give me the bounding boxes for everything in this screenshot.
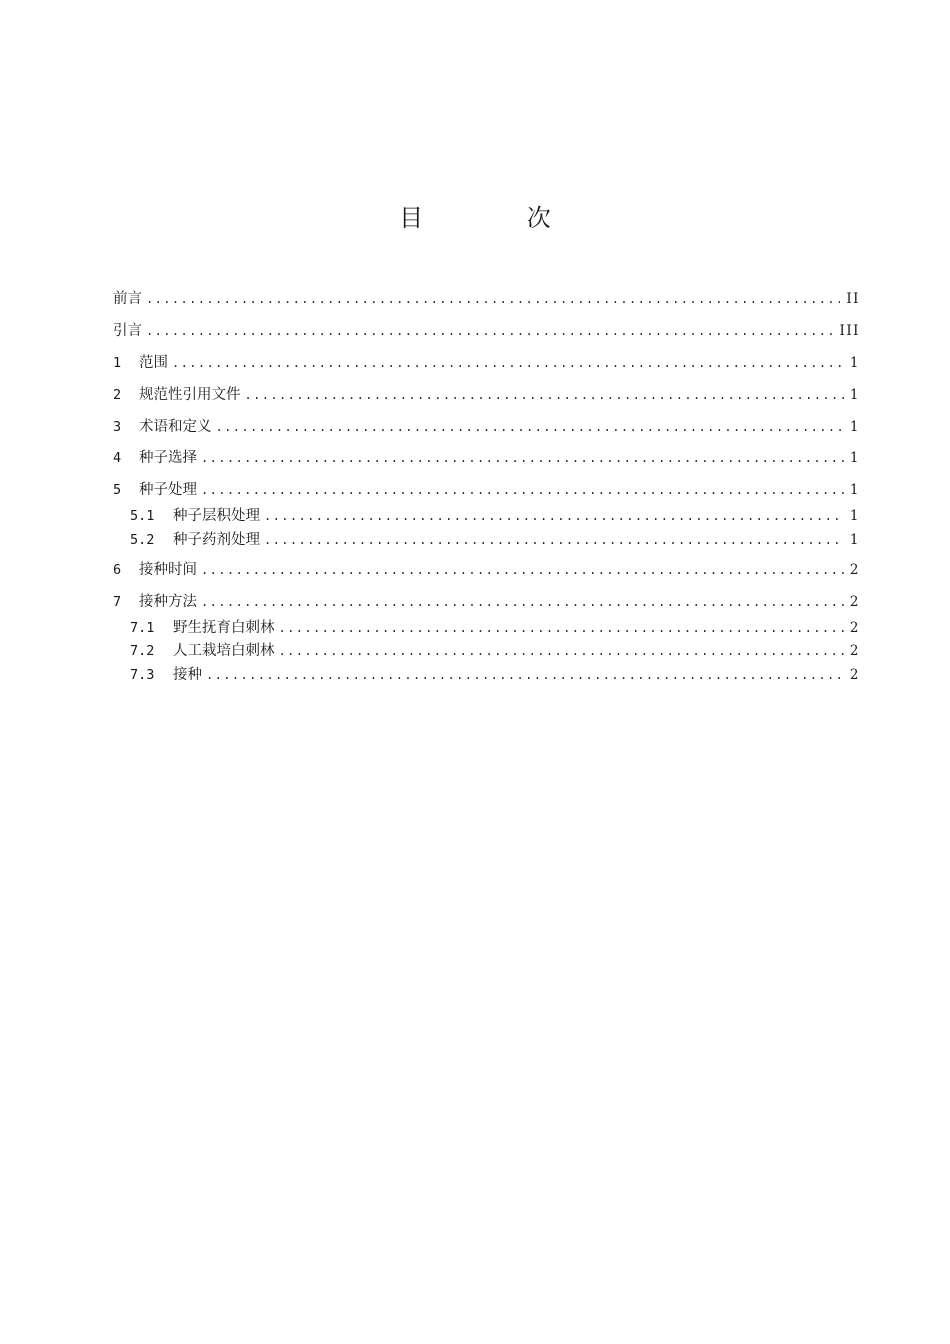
- toc-section-number: 4: [113, 450, 122, 466]
- toc-section-number: 2: [113, 387, 122, 403]
- toc-entry-3[interactable]: [113, 417, 860, 437]
- toc-dot-leader: [201, 560, 844, 580]
- toc-entry-title: 种子选择: [139, 450, 197, 466]
- toc-dot-leader: [245, 385, 844, 405]
- toc-entry-title: 规范性引用文件: [139, 387, 241, 403]
- toc-dot-leader: [201, 480, 844, 500]
- toc-dot-leader: [146, 289, 840, 309]
- toc-entry-title: 引言: [113, 323, 142, 339]
- toc-entry-7-3[interactable]: [130, 665, 860, 685]
- toc-page-number: 1: [849, 482, 860, 498]
- toc-page-number: 2: [849, 562, 860, 578]
- toc-page-number: 1: [849, 532, 860, 548]
- toc-entry-5-1[interactable]: [130, 506, 860, 526]
- toc-entry-title: 前言: [113, 291, 142, 307]
- toc-section-number: 7.1: [130, 620, 155, 636]
- toc-entry-title: 范围: [139, 355, 168, 371]
- toc-page-number: 2: [849, 620, 860, 636]
- toc-entry-title: 种子药剂处理: [173, 532, 260, 548]
- toc-entry-title: 野生抚育白刺林: [173, 620, 275, 636]
- toc-page-number: 1: [849, 450, 860, 466]
- toc-dot-leader: [264, 530, 844, 550]
- toc-section-number: 5: [113, 482, 122, 498]
- toc-entry-2[interactable]: [113, 385, 860, 405]
- toc-section-number: 6: [113, 562, 122, 578]
- toc-dot-leader: [279, 641, 844, 661]
- toc-entry-preface[interactable]: [113, 289, 860, 309]
- toc-page-number: 1: [849, 355, 860, 371]
- toc-entry-1[interactable]: [113, 353, 860, 373]
- toc-entry-title: 术语和定义: [139, 419, 212, 435]
- toc-page-number: III: [839, 323, 860, 339]
- toc-section-number: 7.3: [130, 667, 155, 683]
- page-title: 目 次: [399, 204, 599, 232]
- toc-dot-leader: [201, 592, 844, 612]
- toc-section-number: 3: [113, 419, 122, 435]
- toc-entry-4[interactable]: [113, 448, 860, 468]
- toc-dot-leader: [172, 353, 844, 373]
- toc-page-number: II: [846, 291, 860, 307]
- toc-page-number: 2: [849, 594, 860, 610]
- toc-entry-7-1[interactable]: [130, 618, 860, 638]
- toc-dot-leader: [279, 618, 844, 638]
- toc-entry-5-2[interactable]: [130, 530, 860, 550]
- toc-section-number: 7.2: [130, 643, 155, 659]
- toc-page-number: 2: [849, 643, 860, 659]
- toc-entry-title: 接种: [173, 667, 202, 683]
- toc-entry-title: 接种方法: [139, 594, 197, 610]
- toc-entry-title: 种子处理: [139, 482, 197, 498]
- toc-entry-5[interactable]: [113, 480, 860, 500]
- toc-entry-introduction[interactable]: [113, 321, 860, 341]
- toc-section-number: 1: [113, 355, 122, 371]
- toc-entry-7[interactable]: [113, 592, 860, 612]
- toc-entry-title: 种子层积处理: [173, 508, 260, 524]
- toc-entry-7-2[interactable]: [130, 641, 860, 661]
- toc-dot-leader: [201, 448, 844, 468]
- toc-section-number: 5.1: [130, 508, 155, 524]
- toc-dot-leader: [146, 321, 834, 341]
- toc-entry-title: 接种时间: [139, 562, 197, 578]
- toc-section-number: 7: [113, 594, 122, 610]
- toc-dot-leader: [264, 506, 844, 526]
- toc-entry-title: 人工栽培白刺林: [173, 643, 275, 659]
- toc-dot-leader: [206, 665, 844, 685]
- toc-page-number: 2: [849, 667, 860, 683]
- toc-page-number: 1: [849, 387, 860, 403]
- toc-page-number: 1: [849, 419, 860, 435]
- toc-dot-leader: [216, 417, 844, 437]
- toc-section-number: 5.2: [130, 532, 155, 548]
- toc-page-number: 1: [849, 508, 860, 524]
- toc-entry-6[interactable]: [113, 560, 860, 580]
